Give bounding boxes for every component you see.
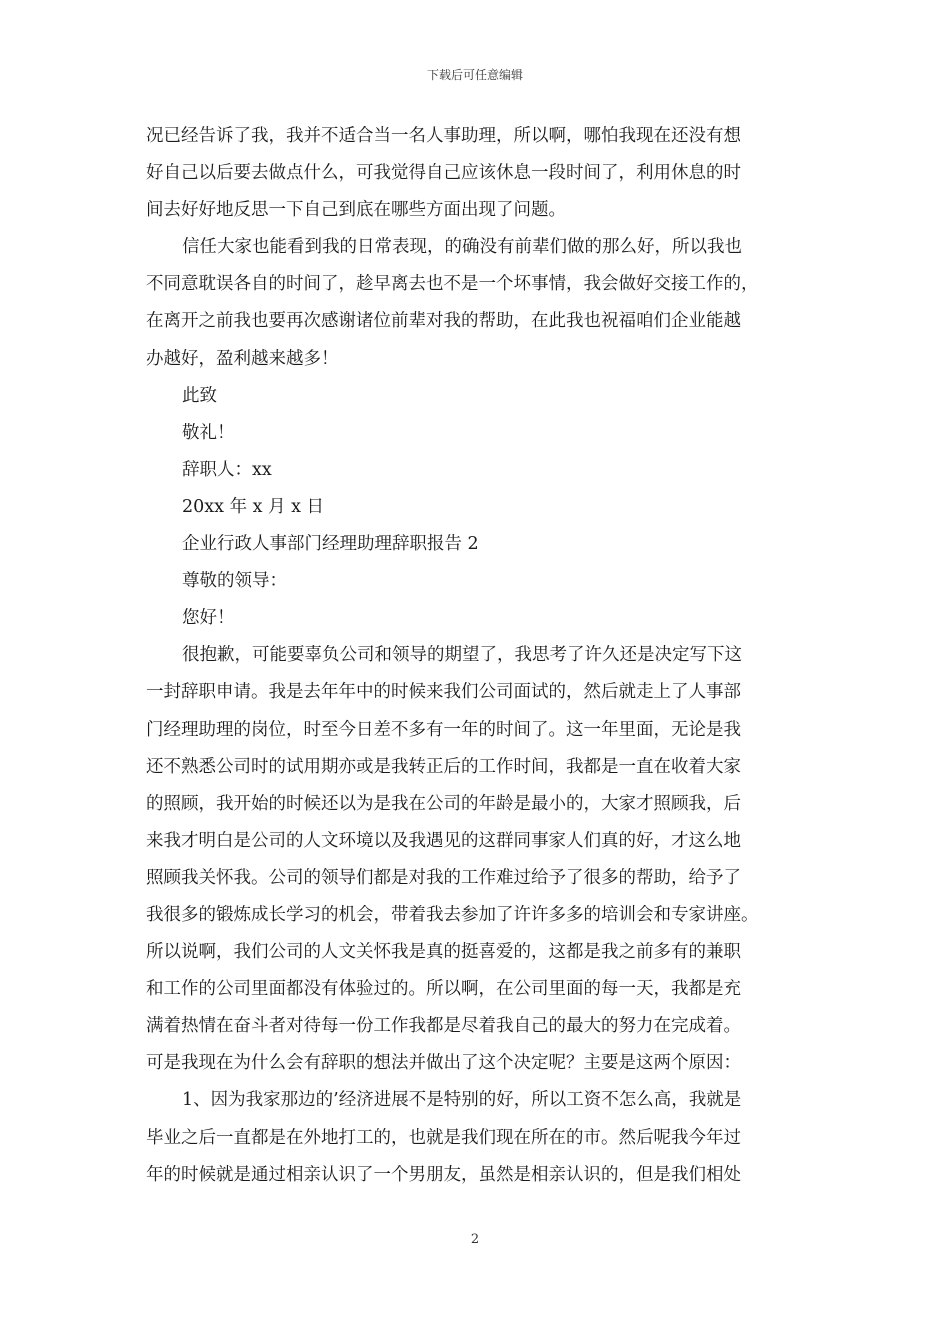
text-line: 1、因为我家那边的’经济进展不是特别的好，所以工资不怎么高，我就是 <box>182 1090 742 1111</box>
page-number: 2 <box>470 1232 480 1247</box>
text-line: 您好！ <box>182 608 235 629</box>
text-line: 的照顾，我开始的时候还以为是我在公司的年龄是最小的，大家才照顾我，后 <box>146 793 741 814</box>
text-line: 况已经告诉了我，我并不适合当一名人事助理，所以啊，哪怕我现在还没有想 <box>146 126 741 146</box>
text-line: 尊敬的领导： <box>182 571 287 592</box>
text-line: 照顾我关怀我。公司的领导们都是对我的工作难过给予了很多的帮助，给予了 <box>146 867 741 888</box>
text-line: 20xx 年 x 月 x 日 <box>182 496 325 517</box>
text-line: 门经理助理的岗位，时至今日差不多有一年的时间了。这一年里面，无论是我 <box>146 719 741 740</box>
document-body <box>146 118 810 1194</box>
text-line: 不同意耽误各自的时间了，趁早离去也不是一个坏事情，我会做好交接工作的， <box>146 274 759 295</box>
text-line: 还不熟悉公司时的试用期亦或是我转正后的工作时间，我都是一直在收着大家 <box>146 756 741 777</box>
text-line: 和工作的公司里面都没有体验过的。所以啊，在公司里面的每一天，我都是充 <box>146 979 741 1000</box>
text-line: 一封辞职申请。我是去年年中的时候来我们公司面试的，然后就走上了人事部 <box>146 682 741 703</box>
text-line: 可是我现在为什么会有辞职的想法并做出了这个决定呢？主要是这两个原因： <box>146 1053 741 1074</box>
text-line: 企业行政人事部门经理助理辞职报告 2 <box>182 534 479 555</box>
page-header: 下载后可任意编辑 <box>426 68 523 82</box>
text-line: 我很多的锻炼成长学习的机会，带着我去参加了许许多多的培训会和专家讲座。 <box>146 904 759 925</box>
text-line: 所以说啊，我们公司的人文关怀我是真的挺喜爱的，这都是我之前多有的兼职 <box>146 942 741 963</box>
text-line: 此致 <box>182 385 217 406</box>
text-line: 毕业之后一直都是在外地打工的，也就是我们现在所在的市。然后呢我今年过 <box>146 1127 741 1148</box>
text-line: 信任大家也能看到我的日常表现，的确没有前辈们做的那么好，所以我也 <box>182 237 742 258</box>
text-line: 很抱歉，可能要辜负公司和领导的期望了，我思考了许久还是决定写下这 <box>182 645 742 666</box>
text-line: 敬礼！ <box>182 422 235 443</box>
text-line: 好自己以后要去做点什么，可我觉得自己应该休息一段时间了，利用休息的时 <box>146 163 741 184</box>
text-line: 间去好好地反思一下自己到底在哪些方面出现了问题。 <box>146 200 566 221</box>
text-line: 办越好，盈利越来越多！ <box>146 348 339 369</box>
text-line: 来我才明白是公司的人文环境以及我遇见的这群同事家人们真的好，才这么地 <box>146 830 741 851</box>
text-line: 年的时候就是通过相亲认识了一个男朋友，虽然是相亲认识的，但是我们相处 <box>146 1164 741 1185</box>
text-line: 在离开之前我也要再次感谢诸位前辈对我的帮助，在此我也祝福咱们企业能越 <box>146 311 741 332</box>
text-line: 辞职人：xx <box>182 459 272 480</box>
text-line: 满着热情在奋斗者对待每一份工作我都是尽着我自己的最大的努力在完成着。 <box>146 1016 741 1037</box>
